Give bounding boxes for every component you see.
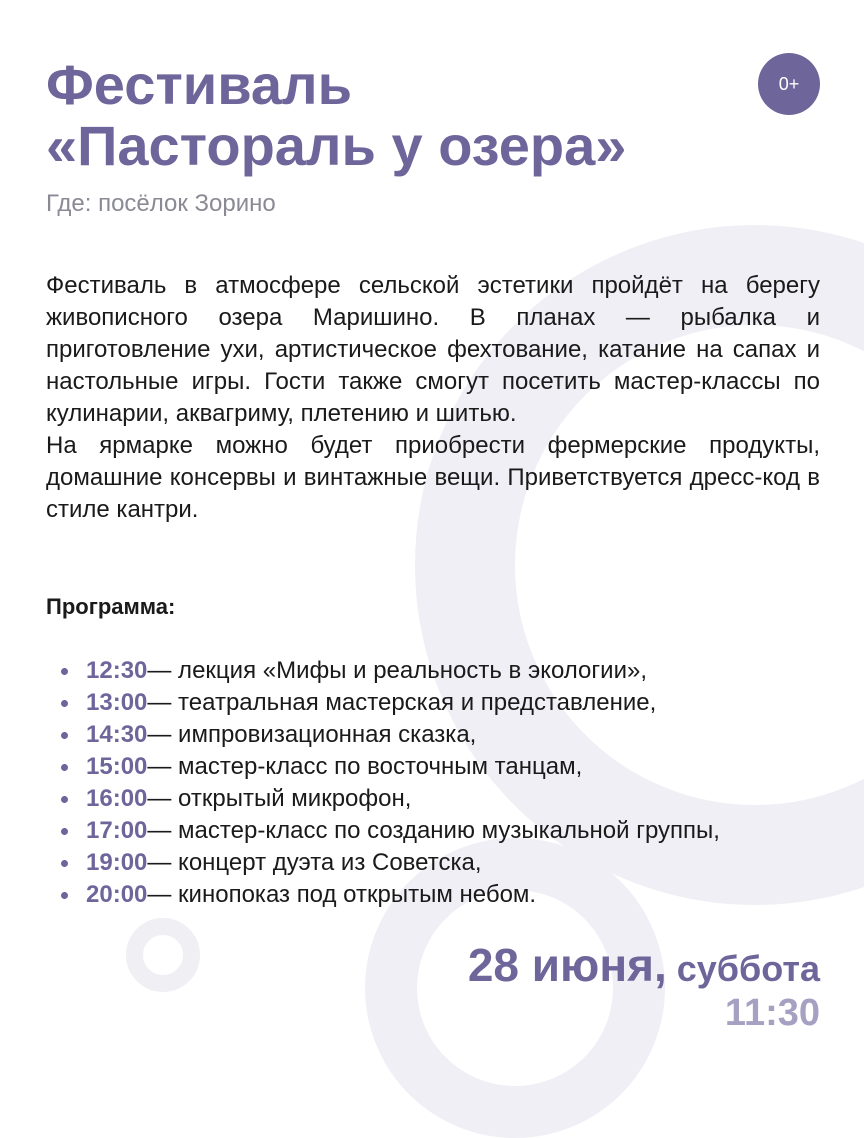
event-location: Где: посёлок Зорино (46, 190, 276, 217)
schedule-activity: — мастер-класс по восточным танцам, (147, 753, 583, 780)
schedule-item (46, 655, 846, 687)
schedule-item (46, 719, 846, 751)
schedule-item (46, 783, 846, 815)
schedule-item (46, 687, 846, 719)
schedule-activity: — кинопоказ под открытым небом. (147, 881, 537, 908)
schedule-activity: — открытый микрофон, (147, 785, 412, 812)
event-description (46, 270, 820, 526)
schedule-time: 20:00 (86, 881, 148, 908)
bullet-dot-icon (61, 700, 68, 707)
event-date-day: 28 июня, (467, 939, 667, 991)
schedule-item (46, 847, 846, 879)
description-paragraph-2: На ярмарке можно будет приобрести фермерские продукты, домашние консервы и винтажные вещи. Приветствуется дресс-код в стиле кантри. (46, 432, 820, 523)
schedule-time: 15:00 (86, 753, 148, 780)
schedule-item (46, 815, 846, 847)
bullet-dot-icon (61, 828, 68, 835)
schedule-activity: — лекция «Мифы и реальность в экологии», (147, 657, 647, 684)
description-paragraph-1: Фестиваль в атмосфере сельской эстетики пройдёт на берегу живописного озера Маришино. В планах — рыбалка и приготовление ухи, артистическое фехтование, катание на сапах и настольные игры. Гости также смогут посетить мастер-классы по кулинарии, аквагриму, плетению и шитью. (46, 272, 820, 427)
program-heading: Программа: (46, 594, 176, 619)
bullet-dot-icon (61, 860, 68, 867)
schedule-activity: — импровизационная сказка, (147, 721, 477, 748)
age-rating-badge: 0+ (758, 53, 820, 115)
schedule-time: 17:00 (86, 817, 148, 844)
bullet-dot-icon (61, 764, 68, 771)
schedule-activity: — концерт дуэта из Советска, (147, 849, 482, 876)
schedule-time: 13:00 (86, 689, 148, 716)
schedule-activity: — мастер-класс по созданию музыкальной группы, (147, 817, 720, 844)
bullet-dot-icon (61, 668, 68, 675)
program-schedule (46, 655, 846, 911)
schedule-item (46, 879, 846, 911)
schedule-time: 14:30 (86, 721, 148, 748)
title-line-2: «Пастораль у озера» (46, 114, 627, 177)
event-weekday: суббота (666, 948, 820, 989)
page-title (46, 54, 626, 176)
event-date (468, 938, 820, 992)
event-start-time: 11:30 (724, 992, 820, 1034)
schedule-time: 12:30 (86, 657, 148, 684)
bullet-dot-icon (61, 732, 68, 739)
bullet-dot-icon (61, 796, 68, 803)
schedule-time: 16:00 (86, 785, 148, 812)
title-line-1: Фестиваль (46, 53, 353, 116)
schedule-time: 19:00 (86, 849, 148, 876)
decorative-small-ring (126, 918, 200, 992)
schedule-item (46, 751, 846, 783)
schedule-activity: — театральная мастерская и представление, (147, 689, 657, 716)
bullet-dot-icon (61, 892, 68, 899)
